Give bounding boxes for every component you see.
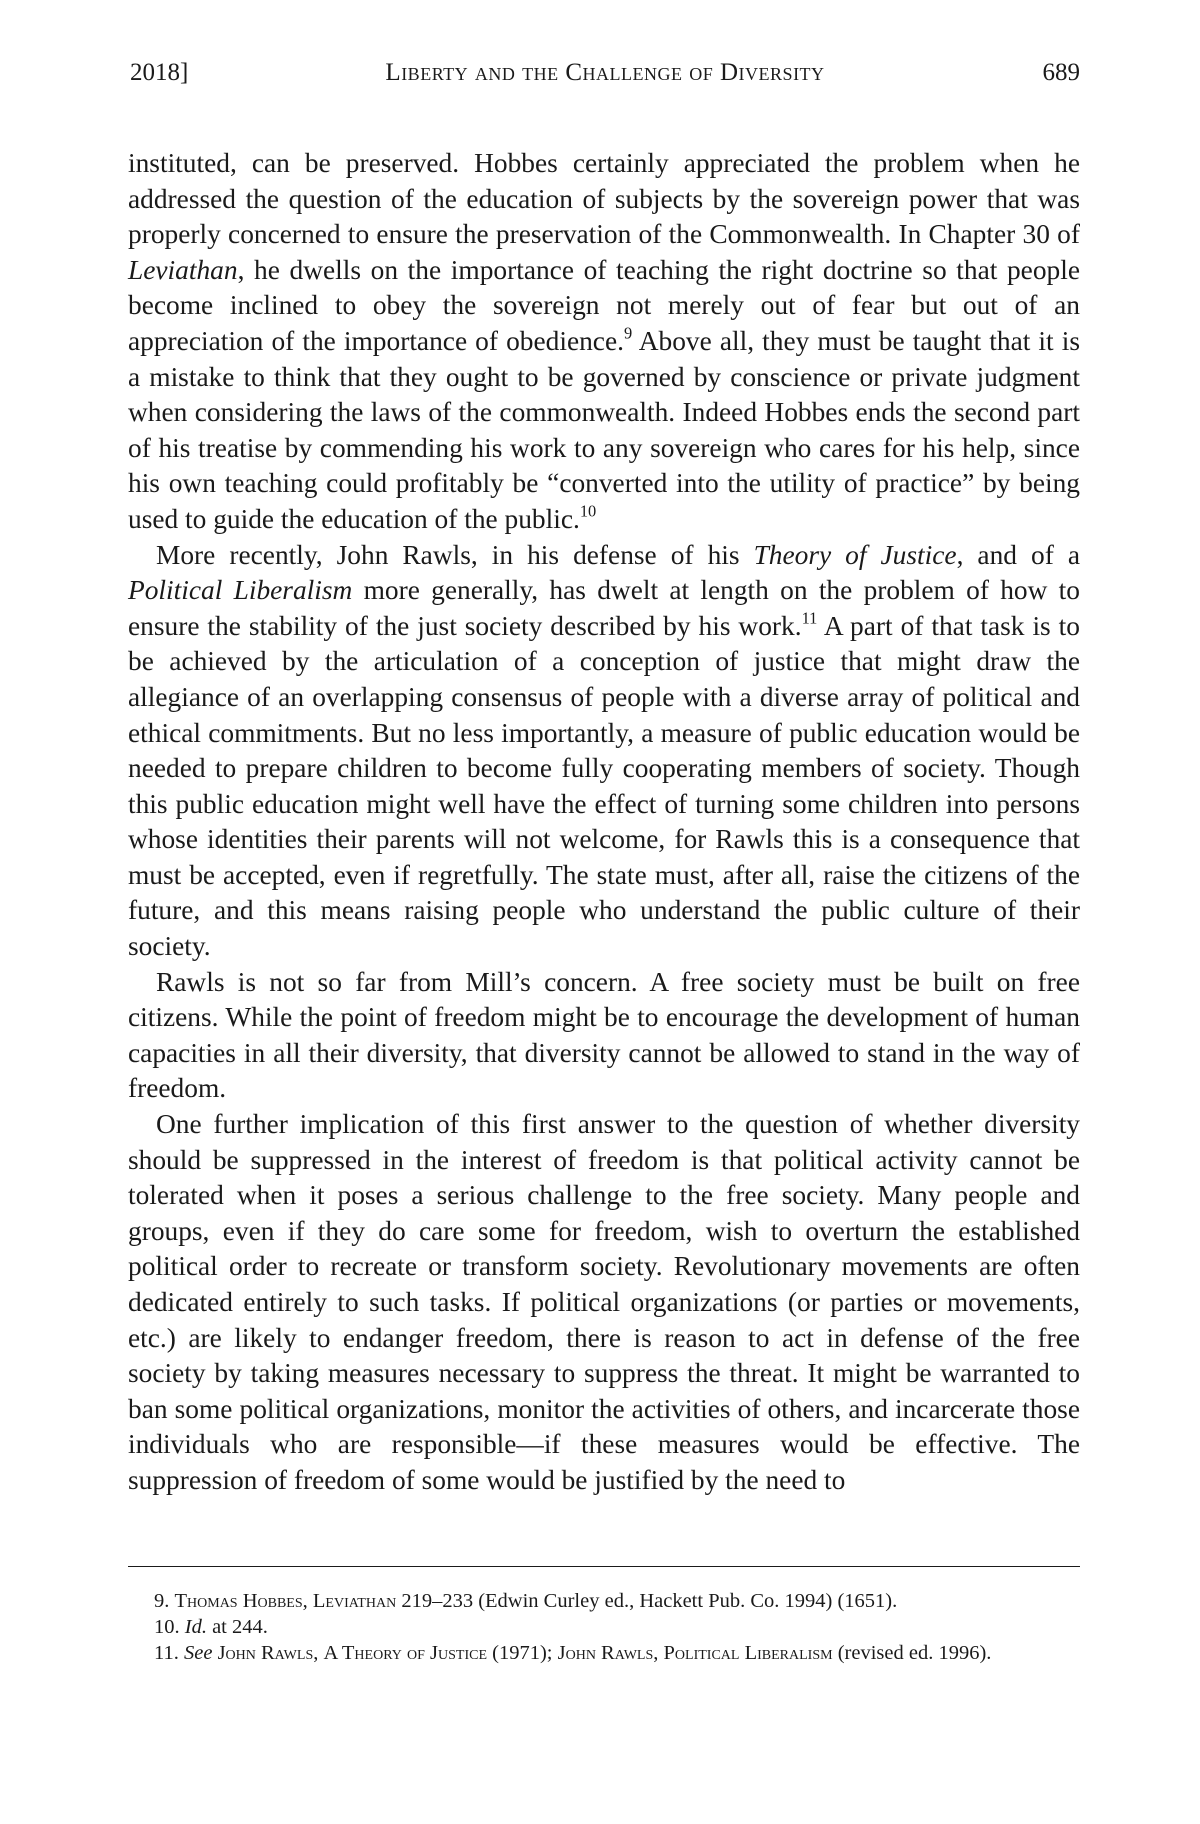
footnote-divider [128,1566,1080,1567]
leviathan-title: Leviathan [128,254,238,285]
paragraph-mill: Rawls is not so far from Mill’s concern. A free society must be built on free citizens. While the point of freedom might be to encourage the development of human capacities in all their diversity, that diversity cannot be allowed to stand in the way of freedom. [128,966,1080,1104]
footnote-11: 11. See John Rawls, A Theory of Justice (1971); John Rawls, Political Liberalism (revised ed. 1996). [154,1642,992,1664]
footnote-9: 9. Thomas Hobbes, Leviathan 219–233 (Edwin Curley ed., Hackett Pub. Co. 1994) (1651). [154,1590,898,1612]
article-title: Liberty and the Challenge of Diversity [385,59,825,86]
running-head [130,56,1080,90]
theory-of-justice-title: Theory of Justice [753,539,957,570]
footnote-10: 10. Id. at 244. [154,1616,268,1638]
footnote-ref-9[interactable]: 9 [623,323,633,343]
paragraph-rawls: More recently, John Rawls, in his defense of his Theory of Justice, and of a Political Liberalism more generally, has dwelt at length on the problem of how to ensure the stability of the just society described by his work.$^{11}$ A part of that task is to be achieved by the articulation of a conception of justice that might draw the allegiance of an overlapping consensus of people with a diverse array of political and ethical commitments. But no less importantly, a measure of public education would be needed to prepare children to become fully cooperating members of society. Though this public education might well have the effect of turning some children into persons whose identities their parents will not welcome, for Rawls this is a consequence that must be accepted, even if regretfully. The state must, after all, raise the citizens of the future, and this means raising people who understand the public culture of their society. [128,539,1080,962]
political-liberalism-title: Political Liberalism [128,575,353,606]
body-text [128,146,1080,1499]
paragraph-implication: One further implication of this first answer to the question of whether diversity should be suppressed in the interest of freedom is that political activity cannot be tolerated when it poses a serious challenge to the free society. Many people and groups, even if they do care some for freedom, wish to overturn the established political order to recreate or transform society. Revolutionary movements are often dedicated entirely to such tasks. If political organizations (or parties or movements, etc.) are likely to endanger freedom, there is reason to act in defense of the free society by taking measures necessary to suppress the threat. It might be warranted to ban some political organizations, monitor the activities of others, and incarcerate those individuals who are responsible—if these measures would be effective. The suppression of freedom of some would be justified by the need to [128,1109,1080,1495]
volume-year: 2018] [130,59,189,86]
page-number: 689 [1042,59,1080,86]
footnotes [128,1588,1080,1666]
footnote-ref-11[interactable]: 11 [801,608,818,628]
paragraph-hobbes-continuation: instituted, can be preserved. Hobbes certainly appreciated the problem when he addressed the question of the education of subjects by the sovereign power that was properly concerned to ensure the preservation of the Commonwealth. In Chapter 30 of Leviathan, he dwells on the importance of teaching the right doctrine so that people become inclined to obey the sovereign not merely out of fear but out of an appreciation of the importance of obedience.$^9$ Above all, they must be taught that it is a mistake to think that they ought to be governed by conscience or private judgment when considering the laws of the commonwealth. Indeed Hobbes ends the second part of his treatise by commending his work to any sovereign who cares for his help, since his own teaching could profitably be “converted into the utility of practice” by being used to guide the education of the public.$^{10}$ [128,148,1080,534]
footnote-ref-10[interactable]: 10 [579,501,597,521]
